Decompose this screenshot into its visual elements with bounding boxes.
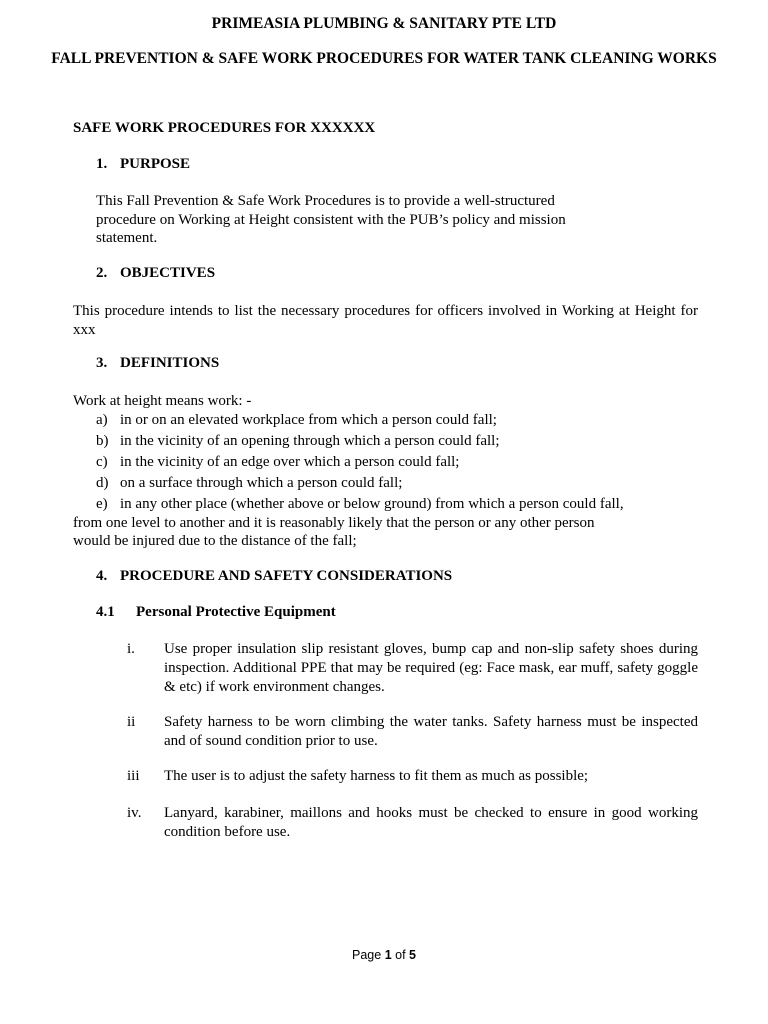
ppe-marker: iii [127, 768, 140, 784]
page-footer [0, 948, 768, 962]
subsection-number: 4.1 [96, 604, 115, 620]
ppe-marker: i. [127, 641, 135, 657]
ppe-item: Use proper insulation slip resistant gloves, bump cap and non-slip safety shoes during inspection. Additional PPE that may be required (eg: Face mask, ear muff, safety goggle & etc) if work environment changes. [164, 641, 698, 695]
definition-marker: d) [96, 475, 109, 491]
definition-item: in any other place (whether above or below ground) from which a person could fall, [120, 496, 624, 512]
definitions-heading: DEFINITIONS [120, 355, 220, 371]
main-heading: SAFE WORK PROCEDURES FOR XXXXXX [73, 120, 376, 136]
ppe-marker: iv. [127, 805, 142, 821]
purpose-line: statement. [96, 230, 158, 246]
definition-marker: a) [96, 412, 108, 428]
definition-marker: c) [96, 454, 108, 470]
definition-continuation: would be injured due to the distance of the fall; [73, 533, 357, 549]
purpose-line: This Fall Prevention & Safe Work Procedures is to provide a well-structured [96, 193, 555, 209]
subsection-heading: Personal Protective Equipment [136, 604, 336, 620]
definition-marker: e) [96, 496, 108, 512]
company-name: PRIMEASIA PLUMBING & SANITARY PTE LTD [211, 15, 557, 32]
procedure-heading: PROCEDURE AND SAFETY CONSIDERATIONS [120, 568, 453, 584]
total-pages: 5 [409, 948, 416, 962]
definition-continuation: from one level to another and it is reasonably likely that the person or any other person [73, 515, 595, 531]
procedure-number: 4. [96, 568, 108, 584]
document-title: FALL PREVENTION & SAFE WORK PROCEDURES FOR WATER TANK CLEANING WORKS [51, 50, 717, 67]
definition-item: in or on an elevated workplace from which a person could fall; [120, 412, 497, 428]
page-label: Page [352, 948, 382, 962]
purpose-heading: PURPOSE [120, 156, 191, 172]
definition-item: in the vicinity of an edge over which a person could fall; [120, 454, 460, 470]
ppe-item: Lanyard, karabiner, maillons and hooks must be checked to ensure in good working condition before use. [164, 805, 698, 840]
definitions-intro: Work at height means work: - [73, 393, 252, 409]
ppe-marker: ii [127, 714, 136, 730]
purpose-number: 1. [96, 156, 108, 172]
definitions-number: 3. [96, 355, 108, 371]
objectives-heading: OBJECTIVES [120, 265, 216, 281]
definition-marker: b) [96, 433, 109, 449]
purpose-line: procedure on Working at Height consistent with the PUB’s policy and mission [96, 212, 566, 228]
definition-item: on a surface through which a person could fall; [120, 475, 403, 491]
ppe-item: The user is to adjust the safety harness to fit them as much as possible; [164, 768, 589, 784]
definition-item: in the vicinity of an opening through which a person could fall; [120, 433, 500, 449]
ppe-item: Safety harness to be worn climbing the water tanks. Safety harness must be inspected and of sound condition prior to use. [164, 714, 698, 749]
of-label: of [395, 948, 406, 962]
objectives-number: 2. [96, 265, 108, 281]
page-number: 1 [384, 948, 392, 962]
objectives-paragraph: This procedure intends to list the necessary procedures for officers involved in Working at Height for xxx [73, 303, 698, 338]
